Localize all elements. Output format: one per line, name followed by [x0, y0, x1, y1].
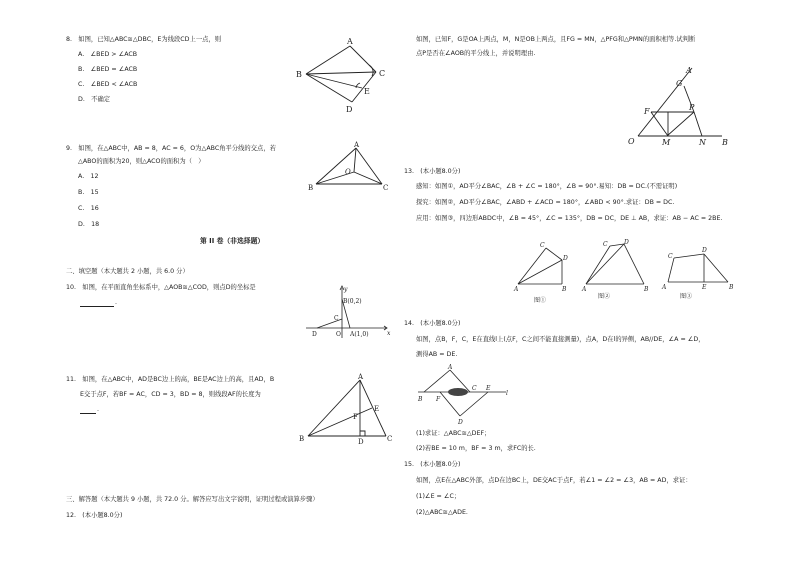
q13-fig3-label-b: B — [729, 284, 734, 291]
q8-label-e: E — [364, 87, 370, 96]
q13-fig2-label-d: D — [624, 239, 629, 246]
q13-figure-2 — [582, 240, 656, 304]
q13-fig2-label-a: A — [582, 286, 587, 293]
q13-fig3-label-d: D — [702, 247, 707, 254]
q12-label-m: M — [662, 138, 671, 147]
q14-figure — [414, 362, 514, 424]
q14-title: 14. (本小题8.0分) — [404, 320, 461, 327]
q12-label-p: P — [689, 103, 695, 112]
q13-fig2-label-c: C — [603, 241, 608, 248]
q13-fig1-label-d: D — [563, 255, 568, 262]
q14-part1: (1)求证：△ABC≅△DEF； — [416, 430, 491, 437]
q8-label-a: A — [347, 37, 353, 46]
q9-label-o: O — [345, 168, 351, 176]
q10-label-c: C — [334, 315, 339, 322]
q11-label-c: C — [387, 435, 393, 443]
q13-fig1-label-a: A — [514, 286, 519, 293]
q11-stem-line2: E交于点F，若BF = AC，CD = 3，BD = 8，则线段AF的长度为 — [80, 391, 261, 398]
q12-line1: 如图，已知F，G是OA上两点，M，N是OB上两点，且FG = MN，△PFG和△PMN的面积相等.试判断 — [416, 36, 696, 43]
q9-label-a: A — [354, 141, 360, 149]
q8-option-a[interactable]: A. ∠BED > ∠ACB — [78, 51, 138, 58]
q13-fig2-label-b: B — [644, 286, 649, 293]
q13-figure-3 — [660, 240, 736, 304]
q14-line1: 如图，点B，F，C，E在直线l上(点F，C之间不能直接测量)，点A，D在l的异侧，AB//DE，∠A = ∠D， — [416, 336, 705, 343]
q13-caption-2: 图② — [598, 293, 611, 300]
q8-option-d[interactable]: D. 不确定 — [78, 96, 111, 103]
q13-caption-1: 图① — [534, 297, 547, 304]
q13-line2: 探究：如图②，AD平分∠BAC，∠ABD + ∠ACD = 180°，∠ABD < 90°.求证：DB = DC. — [416, 199, 675, 206]
q8-label-c: C — [379, 69, 386, 78]
q10-figure — [306, 284, 394, 340]
q10-label-x: x — [387, 330, 391, 337]
q12-figure — [624, 64, 734, 148]
q11-tail: . — [97, 406, 100, 413]
q14-label-a: A — [448, 364, 453, 371]
q9-option-d[interactable]: D. 18 — [78, 221, 100, 228]
q9-option-b[interactable]: B. 15 — [78, 189, 99, 196]
part2-title: 第 II 卷（非选择题） — [200, 237, 265, 245]
q12-label-g: G — [676, 79, 683, 88]
q14-label-b: B — [418, 396, 423, 403]
q13-title: 13. (本小题8.0分) — [404, 168, 461, 175]
q14-line2: 测得AB = DE. — [416, 351, 458, 358]
q11-label-a: A — [358, 373, 364, 381]
q14-obstacle — [448, 388, 468, 396]
q13-figure-1 — [514, 240, 574, 304]
q10-label-b: B(0,2) — [343, 298, 362, 305]
q12-label-a: A — [686, 66, 692, 75]
q8-figure — [290, 36, 400, 118]
q12-label-o: O — [628, 137, 635, 146]
q11-label-e: E — [374, 405, 380, 413]
q11-label-b: B — [299, 435, 305, 443]
q15-part1: (1)∠E = ∠C； — [416, 493, 461, 500]
q13-fig3-label-e: E — [702, 284, 707, 291]
q9-option-a[interactable]: A. 12 — [78, 173, 99, 180]
q14-part2: (2)若BE = 10 m，BF = 3 m，求FC的长. — [416, 445, 536, 452]
q14-label-l: l — [506, 390, 508, 397]
q8-option-c[interactable]: C. ∠BED < ∠ACB — [78, 81, 138, 88]
q8-label-d: D — [346, 105, 353, 114]
q12-label-f: F — [644, 107, 650, 116]
q9-stem-line2: △ABO的面积为20，则△ACO的面积为（ ） — [78, 158, 205, 165]
q10-label-y: y — [344, 286, 348, 293]
q13-fig3-label-c: C — [668, 253, 673, 260]
q10-label-d: D — [312, 331, 317, 338]
q10-tail: . — [115, 299, 118, 306]
q13-line3: 应用：如图③，四边形ABDC中，∠B = 45°，∠C = 135°，DB = DC，DE ⊥ AB，求证：AB − AC = 2BE. — [416, 215, 723, 222]
section2-heading: 二、填空题（本大题共 2 小题，共 6.0 分） — [66, 268, 189, 275]
q11-answer-blank[interactable] — [80, 413, 96, 414]
q10-label-a: A(1,0) — [350, 331, 369, 338]
q10-stem: 10. 如图，在平面直角坐标系中，△AOB≅△COD，则点D的坐标是 — [66, 284, 256, 291]
q14-label-c: C — [472, 385, 477, 392]
q14-label-d: D — [458, 419, 463, 426]
q12-line2: 点P是否在∠AOB的平分线上，并说明理由. — [416, 50, 536, 57]
q12-label-b: B — [722, 138, 728, 147]
q14-label-e: E — [486, 385, 491, 392]
q12-title: 12. (本小题8.0分) — [66, 512, 123, 519]
q9-label-b: B — [308, 184, 314, 192]
q13-caption-3: 图③ — [680, 293, 693, 300]
q8-option-b[interactable]: B. ∠BED = ∠ACB — [78, 66, 138, 73]
q11-figure — [296, 370, 396, 444]
q11-label-d: D — [358, 438, 364, 446]
q13-fig3-label-a: A — [662, 284, 667, 291]
q9-stem-line1: 9. 如图，在△ABC中，AB = 8，AC = 6，O为△ABC角平分线的交点，若 — [66, 145, 276, 152]
q8-label-b: B — [296, 70, 302, 79]
q10-label-o: O — [336, 331, 341, 338]
q15-part2: (2)△ABC≅△ADE. — [416, 509, 468, 516]
q11-label-f: F — [353, 413, 358, 421]
q9-figure — [306, 140, 396, 195]
q9-option-c[interactable]: C. 16 — [78, 205, 99, 212]
q11-stem-line1: 11. 如图，在△ABC中，AD是BC边上的高，BE是AC边上的高，且AD，B — [66, 376, 275, 383]
q10-answer-blank[interactable] — [80, 306, 114, 307]
q12-label-n: N — [699, 138, 706, 147]
q9-label-c: C — [383, 184, 389, 192]
q14-label-f: F — [436, 396, 441, 403]
q8-stem: 8. 如图，已知△ABC≅△DBC，E为线段CD上一点，则 — [66, 36, 222, 43]
q13-fig1-label-b: B — [562, 286, 567, 293]
q13-line1: 感知：如图①，AD平分∠BAC，∠B + ∠C = 180°，∠B = 90°.易知：DB = DC.(不需证明) — [416, 183, 678, 190]
q13-fig1-label-c: C — [540, 242, 545, 249]
section3-heading: 三、解答题（本大题共 9 小题，共 72.0 分。解答应写出文字说明，证明过程或演算步骤） — [66, 496, 319, 503]
q15-title: 15. (本小题8.0分) — [404, 461, 461, 468]
q15-line1: 如图，点E在△ABC外部，点D在边BC上，DE交AC于点F，若∠1 = ∠2 = ∠3，AB = AD，求证： — [416, 477, 692, 484]
